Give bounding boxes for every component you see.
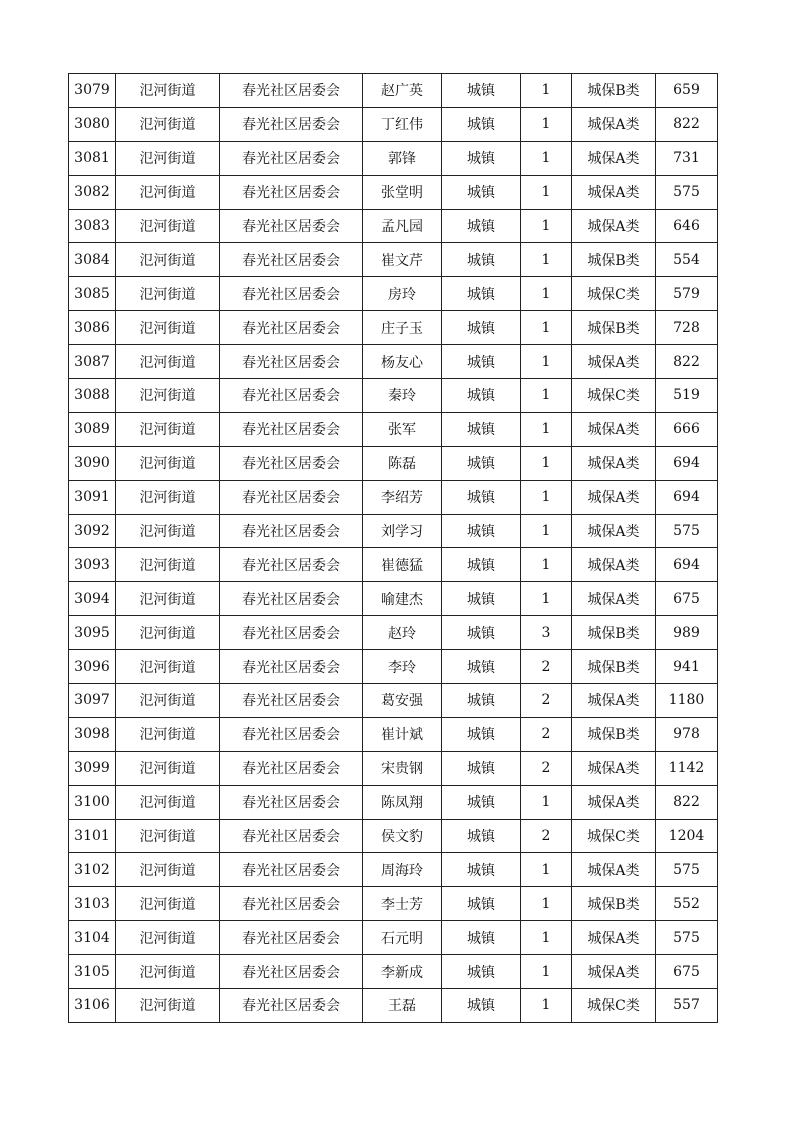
- table-row: [69, 514, 718, 548]
- community-cell: 春光社区居委会: [220, 853, 363, 887]
- name-cell: 庄子玉: [363, 311, 442, 345]
- member-count-cell: 1: [521, 887, 572, 921]
- household-type-cell: 城镇: [442, 616, 521, 650]
- category-cell: 城保A类: [572, 785, 656, 819]
- household-type-cell: 城镇: [442, 379, 521, 413]
- member-count-cell: 1: [521, 514, 572, 548]
- table-row: [69, 175, 718, 209]
- household-type-cell: 城镇: [442, 480, 521, 514]
- table-row: [69, 480, 718, 514]
- subdistrict-cell: 氾河街道: [116, 209, 220, 243]
- category-cell: 城保A类: [572, 446, 656, 480]
- table-row: [69, 412, 718, 446]
- member-count-cell: 1: [521, 412, 572, 446]
- table-row: [69, 379, 718, 413]
- member-count-cell: 2: [521, 650, 572, 684]
- amount-cell: 519: [656, 379, 718, 413]
- subdistrict-cell: 氾河街道: [116, 616, 220, 650]
- name-cell: 石元明: [363, 921, 442, 955]
- row-number-cell: 3096: [69, 650, 116, 684]
- subdistrict-cell: 氾河街道: [116, 650, 220, 684]
- category-cell: 城保B类: [572, 243, 656, 277]
- amount-cell: 694: [656, 446, 718, 480]
- name-cell: 王磊: [363, 989, 442, 1023]
- name-cell: 周海玲: [363, 853, 442, 887]
- community-cell: 春光社区居委会: [220, 209, 363, 243]
- amount-cell: 978: [656, 717, 718, 751]
- subdistrict-cell: 氾河街道: [116, 311, 220, 345]
- category-cell: 城保A类: [572, 209, 656, 243]
- name-cell: 李新成: [363, 955, 442, 989]
- row-number-cell: 3090: [69, 446, 116, 480]
- household-type-cell: 城镇: [442, 853, 521, 887]
- community-cell: 春光社区居委会: [220, 74, 363, 108]
- amount-cell: 694: [656, 548, 718, 582]
- amount-cell: 941: [656, 650, 718, 684]
- row-number-cell: 3095: [69, 616, 116, 650]
- subdistrict-cell: 氾河街道: [116, 751, 220, 785]
- name-cell: 葛安强: [363, 684, 442, 718]
- row-number-cell: 3103: [69, 887, 116, 921]
- table-row: [69, 582, 718, 616]
- amount-cell: 822: [656, 785, 718, 819]
- household-type-cell: 城镇: [442, 107, 521, 141]
- household-type-cell: 城镇: [442, 921, 521, 955]
- member-count-cell: 1: [521, 311, 572, 345]
- member-count-cell: 1: [521, 921, 572, 955]
- row-number-cell: 3100: [69, 785, 116, 819]
- table-row: [69, 853, 718, 887]
- name-cell: 陈凤翔: [363, 785, 442, 819]
- household-type-cell: 城镇: [442, 955, 521, 989]
- subdistrict-cell: 氾河街道: [116, 175, 220, 209]
- amount-cell: 822: [656, 345, 718, 379]
- amount-cell: 579: [656, 277, 718, 311]
- amount-cell: 822: [656, 107, 718, 141]
- name-cell: 郭锋: [363, 141, 442, 175]
- household-type-cell: 城镇: [442, 819, 521, 853]
- name-cell: 李士芳: [363, 887, 442, 921]
- amount-cell: 1204: [656, 819, 718, 853]
- category-cell: 城保A类: [572, 345, 656, 379]
- household-type-cell: 城镇: [442, 650, 521, 684]
- amount-cell: 552: [656, 887, 718, 921]
- subdistrict-cell: 氾河街道: [116, 514, 220, 548]
- amount-cell: 554: [656, 243, 718, 277]
- category-cell: 城保A类: [572, 175, 656, 209]
- table-row: [69, 141, 718, 175]
- row-number-cell: 3083: [69, 209, 116, 243]
- category-cell: 城保B类: [572, 616, 656, 650]
- category-cell: 城保B类: [572, 717, 656, 751]
- subdistrict-cell: 氾河街道: [116, 921, 220, 955]
- household-type-cell: 城镇: [442, 277, 521, 311]
- household-type-cell: 城镇: [442, 243, 521, 277]
- name-cell: 赵玲: [363, 616, 442, 650]
- category-cell: 城保A类: [572, 684, 656, 718]
- member-count-cell: 1: [521, 107, 572, 141]
- subdistrict-cell: 氾河街道: [116, 548, 220, 582]
- amount-cell: 1142: [656, 751, 718, 785]
- community-cell: 春光社区居委会: [220, 582, 363, 616]
- category-cell: 城保A类: [572, 107, 656, 141]
- table-row: [69, 684, 718, 718]
- name-cell: 孟凡园: [363, 209, 442, 243]
- amount-cell: 989: [656, 616, 718, 650]
- community-cell: 春光社区居委会: [220, 717, 363, 751]
- name-cell: 刘学习: [363, 514, 442, 548]
- table-row: [69, 751, 718, 785]
- category-cell: 城保A类: [572, 514, 656, 548]
- table-row: [69, 887, 718, 921]
- member-count-cell: 3: [521, 616, 572, 650]
- name-cell: 陈磊: [363, 446, 442, 480]
- name-cell: 丁红伟: [363, 107, 442, 141]
- subdistrict-cell: 氾河街道: [116, 141, 220, 175]
- household-type-cell: 城镇: [442, 209, 521, 243]
- member-count-cell: 1: [521, 853, 572, 887]
- community-cell: 春光社区居委会: [220, 650, 363, 684]
- member-count-cell: 1: [521, 989, 572, 1023]
- member-count-cell: 1: [521, 209, 572, 243]
- row-number-cell: 3079: [69, 74, 116, 108]
- name-cell: 喻建杰: [363, 582, 442, 616]
- name-cell: 李绍芳: [363, 480, 442, 514]
- member-count-cell: 2: [521, 751, 572, 785]
- household-type-cell: 城镇: [442, 751, 521, 785]
- member-count-cell: 1: [521, 480, 572, 514]
- category-cell: 城保C类: [572, 989, 656, 1023]
- name-cell: 宋贵钢: [363, 751, 442, 785]
- member-count-cell: 1: [521, 243, 572, 277]
- subdistrict-cell: 氾河街道: [116, 853, 220, 887]
- category-cell: 城保A类: [572, 955, 656, 989]
- household-type-cell: 城镇: [442, 412, 521, 446]
- community-cell: 春光社区居委会: [220, 751, 363, 785]
- community-cell: 春光社区居委会: [220, 175, 363, 209]
- household-type-cell: 城镇: [442, 785, 521, 819]
- subdistrict-cell: 氾河街道: [116, 379, 220, 413]
- table-row: [69, 74, 718, 108]
- household-type-cell: 城镇: [442, 684, 521, 718]
- row-number-cell: 3088: [69, 379, 116, 413]
- category-cell: 城保B类: [572, 311, 656, 345]
- amount-cell: 575: [656, 921, 718, 955]
- household-type-cell: 城镇: [442, 514, 521, 548]
- community-cell: 春光社区居委会: [220, 989, 363, 1023]
- subdistrict-cell: 氾河街道: [116, 277, 220, 311]
- category-cell: 城保B类: [572, 887, 656, 921]
- household-type-cell: 城镇: [442, 582, 521, 616]
- category-cell: 城保A类: [572, 548, 656, 582]
- amount-cell: 675: [656, 955, 718, 989]
- row-number-cell: 3105: [69, 955, 116, 989]
- table-row: [69, 311, 718, 345]
- community-cell: 春光社区居委会: [220, 446, 363, 480]
- household-type-cell: 城镇: [442, 74, 521, 108]
- subdistrict-cell: 氾河街道: [116, 887, 220, 921]
- name-cell: 赵广英: [363, 74, 442, 108]
- community-cell: 春光社区居委会: [220, 379, 363, 413]
- name-cell: 侯文豹: [363, 819, 442, 853]
- category-cell: 城保C类: [572, 819, 656, 853]
- household-type-cell: 城镇: [442, 311, 521, 345]
- table-body: [69, 74, 718, 1023]
- amount-cell: 575: [656, 514, 718, 548]
- name-cell: 秦玲: [363, 379, 442, 413]
- name-cell: 李玲: [363, 650, 442, 684]
- community-cell: 春光社区居委会: [220, 107, 363, 141]
- community-cell: 春光社区居委会: [220, 955, 363, 989]
- table-row: [69, 819, 718, 853]
- community-cell: 春光社区居委会: [220, 921, 363, 955]
- community-cell: 春光社区居委会: [220, 141, 363, 175]
- row-number-cell: 3086: [69, 311, 116, 345]
- table-row: [69, 717, 718, 751]
- table-row: [69, 446, 718, 480]
- amount-cell: 731: [656, 141, 718, 175]
- community-cell: 春光社区居委会: [220, 345, 363, 379]
- community-cell: 春光社区居委会: [220, 412, 363, 446]
- amount-cell: 675: [656, 582, 718, 616]
- table-row: [69, 277, 718, 311]
- row-number-cell: 3091: [69, 480, 116, 514]
- table-row: [69, 107, 718, 141]
- row-number-cell: 3082: [69, 175, 116, 209]
- category-cell: 城保A类: [572, 582, 656, 616]
- row-number-cell: 3094: [69, 582, 116, 616]
- table-row: [69, 345, 718, 379]
- amount-cell: 575: [656, 175, 718, 209]
- member-count-cell: 1: [521, 379, 572, 413]
- table-row: [69, 548, 718, 582]
- category-cell: 城保B类: [572, 74, 656, 108]
- category-cell: 城保B类: [572, 650, 656, 684]
- category-cell: 城保C类: [572, 277, 656, 311]
- subdistrict-cell: 氾河街道: [116, 107, 220, 141]
- community-cell: 春光社区居委会: [220, 819, 363, 853]
- household-type-cell: 城镇: [442, 989, 521, 1023]
- household-type-cell: 城镇: [442, 446, 521, 480]
- subdistrict-cell: 氾河街道: [116, 74, 220, 108]
- name-cell: 房玲: [363, 277, 442, 311]
- household-type-cell: 城镇: [442, 345, 521, 379]
- row-number-cell: 3101: [69, 819, 116, 853]
- row-number-cell: 3097: [69, 684, 116, 718]
- amount-cell: 659: [656, 74, 718, 108]
- row-number-cell: 3080: [69, 107, 116, 141]
- category-cell: 城保C类: [572, 379, 656, 413]
- member-count-cell: 1: [521, 582, 572, 616]
- row-number-cell: 3098: [69, 717, 116, 751]
- amount-cell: 1180: [656, 684, 718, 718]
- subdistrict-cell: 氾河街道: [116, 955, 220, 989]
- name-cell: 杨友心: [363, 345, 442, 379]
- category-cell: 城保A类: [572, 480, 656, 514]
- subdistrict-cell: 氾河街道: [116, 989, 220, 1023]
- member-count-cell: 1: [521, 548, 572, 582]
- row-number-cell: 3085: [69, 277, 116, 311]
- subdistrict-cell: 氾河街道: [116, 243, 220, 277]
- table-row: [69, 921, 718, 955]
- name-cell: 张堂明: [363, 175, 442, 209]
- community-cell: 春光社区居委会: [220, 684, 363, 718]
- community-cell: 春光社区居委会: [220, 548, 363, 582]
- row-number-cell: 3104: [69, 921, 116, 955]
- member-count-cell: 2: [521, 717, 572, 751]
- subdistrict-cell: 氾河街道: [116, 412, 220, 446]
- member-count-cell: 2: [521, 819, 572, 853]
- community-cell: 春光社区居委会: [220, 277, 363, 311]
- member-count-cell: 1: [521, 345, 572, 379]
- household-type-cell: 城镇: [442, 548, 521, 582]
- row-number-cell: 3093: [69, 548, 116, 582]
- category-cell: 城保A类: [572, 853, 656, 887]
- member-count-cell: 1: [521, 175, 572, 209]
- category-cell: 城保A类: [572, 921, 656, 955]
- amount-cell: 557: [656, 989, 718, 1023]
- member-count-cell: 2: [521, 684, 572, 718]
- subdistrict-cell: 氾河街道: [116, 582, 220, 616]
- community-cell: 春光社区居委会: [220, 785, 363, 819]
- amount-cell: 666: [656, 412, 718, 446]
- subdistrict-cell: 氾河街道: [116, 684, 220, 718]
- row-number-cell: 3087: [69, 345, 116, 379]
- household-type-cell: 城镇: [442, 175, 521, 209]
- member-count-cell: 1: [521, 141, 572, 175]
- name-cell: 崔德猛: [363, 548, 442, 582]
- amount-cell: 728: [656, 311, 718, 345]
- subdistrict-cell: 氾河街道: [116, 480, 220, 514]
- subdistrict-cell: 氾河街道: [116, 446, 220, 480]
- name-cell: 张军: [363, 412, 442, 446]
- table-row: [69, 616, 718, 650]
- community-cell: 春光社区居委会: [220, 243, 363, 277]
- category-cell: 城保A类: [572, 412, 656, 446]
- member-count-cell: 1: [521, 277, 572, 311]
- community-cell: 春光社区居委会: [220, 480, 363, 514]
- table-row: [69, 650, 718, 684]
- category-cell: 城保A类: [572, 751, 656, 785]
- member-count-cell: 1: [521, 955, 572, 989]
- table-row: [69, 209, 718, 243]
- category-cell: 城保A类: [572, 141, 656, 175]
- row-number-cell: 3081: [69, 141, 116, 175]
- subdistrict-cell: 氾河街道: [116, 785, 220, 819]
- amount-cell: 646: [656, 209, 718, 243]
- row-number-cell: 3099: [69, 751, 116, 785]
- amount-cell: 694: [656, 480, 718, 514]
- community-cell: 春光社区居委会: [220, 887, 363, 921]
- member-count-cell: 1: [521, 446, 572, 480]
- subdistrict-cell: 氾河街道: [116, 819, 220, 853]
- amount-cell: 575: [656, 853, 718, 887]
- row-number-cell: 3084: [69, 243, 116, 277]
- data-table: [68, 73, 718, 1023]
- name-cell: 崔计斌: [363, 717, 442, 751]
- table-row: [69, 989, 718, 1023]
- community-cell: 春光社区居委会: [220, 514, 363, 548]
- table-row: [69, 955, 718, 989]
- household-type-cell: 城镇: [442, 887, 521, 921]
- household-type-cell: 城镇: [442, 141, 521, 175]
- name-cell: 崔文芹: [363, 243, 442, 277]
- member-count-cell: 1: [521, 74, 572, 108]
- subdistrict-cell: 氾河街道: [116, 345, 220, 379]
- member-count-cell: 1: [521, 785, 572, 819]
- community-cell: 春光社区居委会: [220, 311, 363, 345]
- row-number-cell: 3106: [69, 989, 116, 1023]
- row-number-cell: 3092: [69, 514, 116, 548]
- subdistrict-cell: 氾河街道: [116, 717, 220, 751]
- table-row: [69, 243, 718, 277]
- table-row: [69, 785, 718, 819]
- row-number-cell: 3089: [69, 412, 116, 446]
- row-number-cell: 3102: [69, 853, 116, 887]
- household-type-cell: 城镇: [442, 717, 521, 751]
- community-cell: 春光社区居委会: [220, 616, 363, 650]
